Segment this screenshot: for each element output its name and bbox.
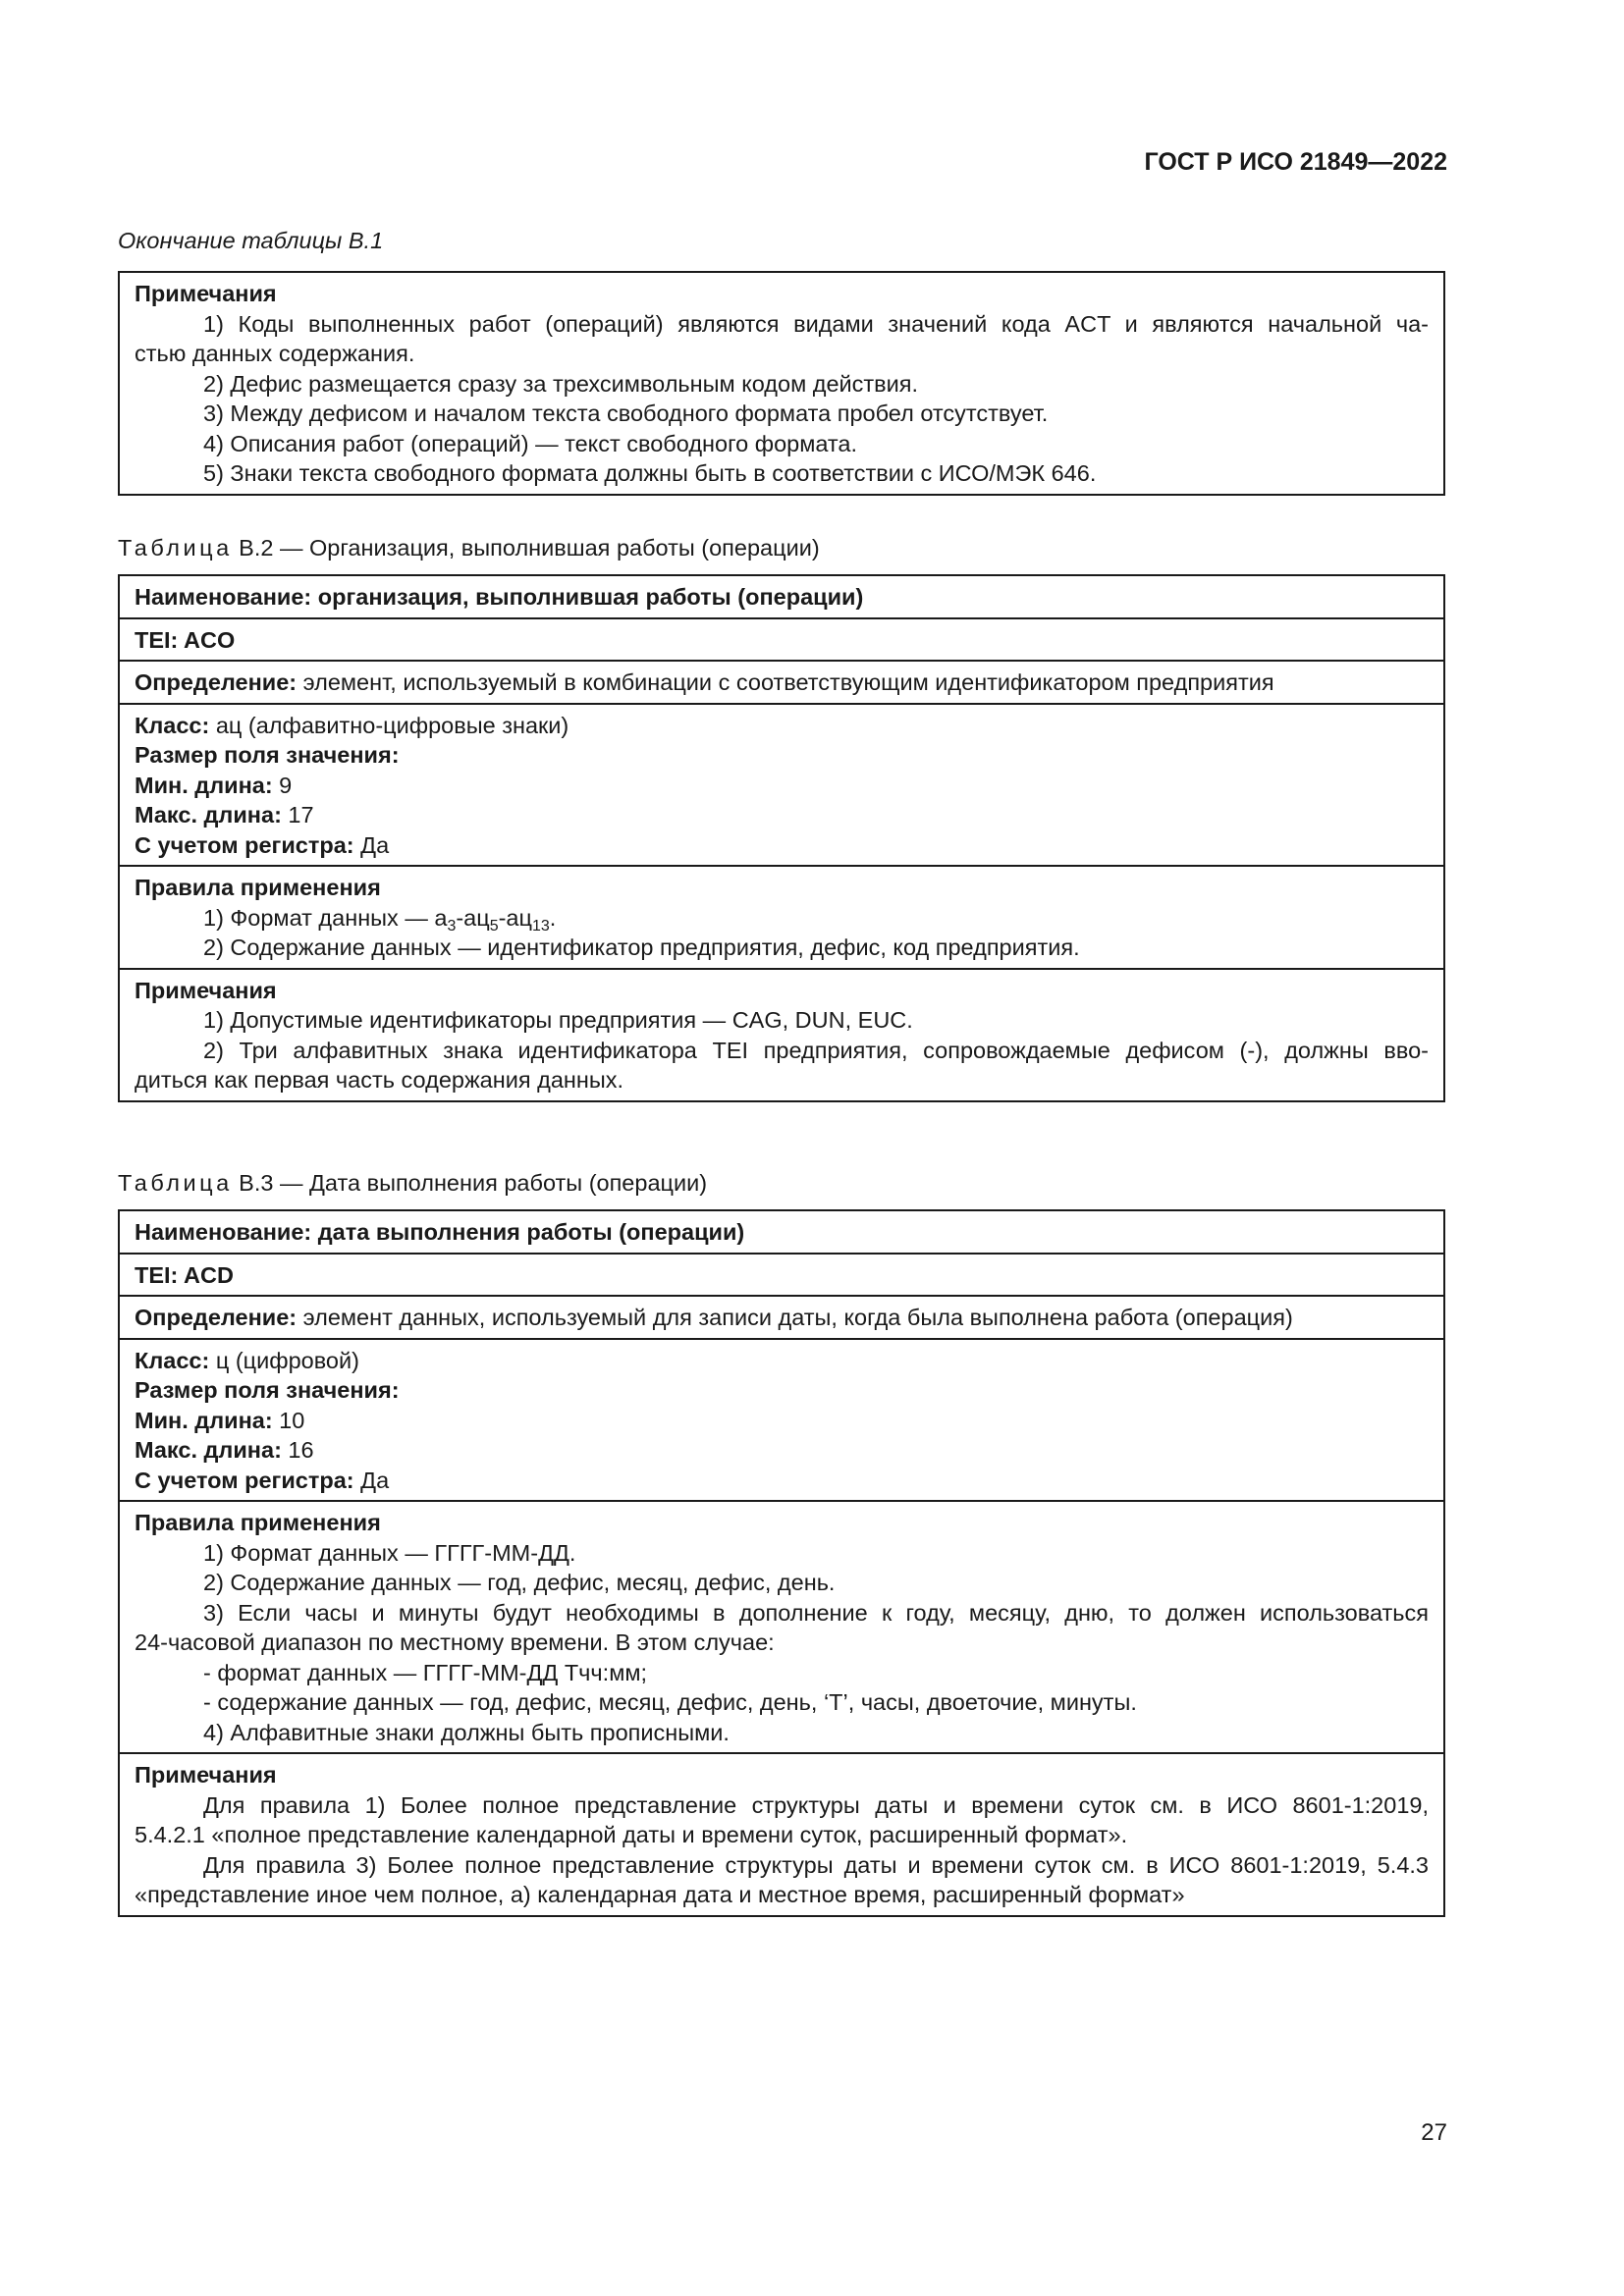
rule-3-continuation: 24-часовой диапазон по местному времени. В этом случае: [135, 1629, 775, 1655]
rule-1-subscript-2: 5 [489, 917, 499, 934]
case-sensitive-line [135, 830, 1429, 861]
rules-title: Правила применения [135, 875, 381, 900]
notes-title: Примечания [135, 977, 277, 1003]
min-length-line [135, 771, 1429, 801]
table-b3 [118, 1209, 1445, 1917]
notes-title: Примечания [135, 1762, 277, 1788]
rule-3-content-item: - содержание данных — год, дефис, месяц, дефис, день, ‘T’, часы, двоеточие, минуты. [203, 1689, 1137, 1715]
rule-1-subscript-1: 3 [447, 917, 457, 934]
table-b2-caption [118, 533, 820, 563]
class-line [135, 1346, 1429, 1376]
table-b3-notes-row [120, 1752, 1443, 1915]
definition-text: элемент данных, используемый для записи даты, когда была выполнена работа (операция) [297, 1305, 1293, 1330]
rule-1-part-2: -ац [456, 904, 490, 931]
table-b2-notes-row [120, 968, 1443, 1100]
rule-3-format-item: - формат данных — ГГГГ-ММ-ДД Тчч:мм; [203, 1659, 648, 1685]
case-sensitive-line [135, 1466, 1429, 1496]
note-1: 1) Коды выполненных работ (операций) являются видами значений кода ACT и являются начальной ча- [203, 310, 1429, 337]
table-b2-definition-row [120, 660, 1443, 703]
class-label: Класс: [135, 712, 210, 738]
max-length-value: 17 [281, 802, 314, 828]
case-sensitive-value: Да [353, 831, 390, 858]
notes-title: Примечания [135, 281, 277, 306]
rule-1-end: . [549, 904, 557, 931]
table-b2-rules-row [120, 865, 1443, 968]
table-b3-rules-row [120, 1500, 1443, 1752]
table-b1-notes-cell [120, 273, 1443, 494]
max-length-label: Макс. длина: [135, 1437, 282, 1463]
max-length-line [135, 800, 1429, 830]
table-b3-tei-row: TEI: ACD [120, 1253, 1443, 1296]
note-1-continuation: стью данных содержания. [135, 341, 415, 366]
rule-3: 3) Если часы и минуты будут необходимы в дополнение к году, месяцу, дню, то должен использоваться [203, 1599, 1429, 1626]
table-b3-definition-row [120, 1295, 1443, 1338]
min-length-label: Мин. длина: [135, 1407, 273, 1433]
table-b2-attributes-row [120, 703, 1443, 866]
note-2-continuation: диться как первая часть содержания данных. [135, 1067, 624, 1093]
rule-1-part-3: -ац [498, 904, 532, 931]
min-length-line [135, 1406, 1429, 1436]
case-sensitive-value: Да [353, 1467, 390, 1493]
field-size-label: Размер поля значения: [135, 742, 400, 768]
document-code: ГОСТ Р ИСО 21849—2022 [1144, 148, 1447, 176]
table-b2-tei-row: TEI: ACO [120, 617, 1443, 661]
class-value: ц (цифровой) [209, 1347, 359, 1373]
table-b2 [118, 574, 1445, 1102]
table-caption-label: Таблица [118, 1170, 233, 1196]
field-size-label: Размер поля значения: [135, 1377, 400, 1403]
case-sensitive-label: С учетом регистра: [135, 1467, 354, 1493]
definition-label: Определение: [135, 669, 298, 695]
note-2: Для правила 3) Более полное представление структуры даты и времени суток см. в ИСО 8601-1:2019, 5.4.3 [203, 1851, 1429, 1878]
class-line [135, 711, 1429, 741]
note-3: 3) Между дефисом и началом текста свободного формата пробел отсутствует. [203, 400, 1049, 426]
table-b2-name-row: Наименование: организация, выполнившая работы (операции) [135, 584, 864, 610]
rule-1-prefix: 1) Формат данных — а [203, 904, 448, 931]
note-2: 2) Дефис размещается сразу за трехсимвольным кодом действия. [203, 370, 919, 397]
max-length-line [135, 1435, 1429, 1466]
definition-label: Определение: [135, 1305, 298, 1330]
table-b1-end [118, 271, 1445, 496]
rule-2: 2) Содержание данных — год, дефис, месяц, дефис, день. [203, 1570, 836, 1595]
page-number: 27 [1421, 2119, 1447, 2146]
rule-2: 2) Содержание данных — идентификатор предприятия, дефис, код предприятия. [203, 934, 1080, 960]
note-2-continuation: «представление иное чем полное, а) календарная дата и местное время, расширенный формат» [135, 1882, 1185, 1907]
note-2: 2) Три алфавитных знака идентификатора TEI предприятия, сопровождаемые дефисом (-), должны вво- [203, 1037, 1429, 1063]
table-b3-name-row: Наименование: дата выполнения работы (операции) [135, 1219, 745, 1245]
table-caption-text: В.2 — Организация, выполнившая работы (операции) [232, 535, 820, 561]
note-1-continuation: 5.4.2.1 «полное представление календарной даты и времени суток, расширенный формат». [135, 1822, 1128, 1847]
rule-1-subscript-3: 13 [531, 917, 550, 934]
class-value: ац (алфавитно-цифровые знаки) [209, 712, 569, 738]
table-caption-text: В.3 — Дата выполнения работы (операции) [232, 1170, 708, 1196]
definition-text: элемент, используемый в комбинации с соответствующим идентификатором предприятия [297, 669, 1274, 695]
min-length-value: 9 [272, 772, 293, 798]
case-sensitive-label: С учетом регистра: [135, 831, 354, 858]
note-1: 1) Допустимые идентификаторы предприятия — CAG, DUN, EUC. [203, 1007, 913, 1033]
table-caption-label: Таблица [118, 535, 233, 561]
class-label: Класс: [135, 1347, 210, 1373]
rules-title: Правила применения [135, 1510, 381, 1535]
min-length-label: Мин. длина: [135, 772, 273, 798]
note-4: 4) Описания работ (операций) — текст свободного формата. [203, 430, 858, 456]
rule-1 [135, 903, 1429, 934]
max-length-value: 16 [281, 1437, 314, 1463]
table-b1-continuation-caption: Окончание таблицы В.1 [118, 228, 384, 253]
table-b3-attributes-row [120, 1338, 1443, 1501]
rule-1: 1) Формат данных — ГГГГ-ММ-ДД. [203, 1539, 576, 1566]
rule-4: 4) Алфавитные знаки должны быть прописными. [203, 1719, 730, 1745]
table-b3-caption [118, 1168, 707, 1199]
max-length-label: Макс. длина: [135, 802, 282, 828]
min-length-value: 10 [272, 1407, 305, 1433]
note-1: Для правила 1) Более полное представление структуры даты и времени суток см. в ИСО 8601-1:2019, [203, 1791, 1429, 1818]
note-5: 5) Знаки текста свободного формата должны быть в соответствии с ИСО/МЭК 646. [203, 460, 1097, 486]
